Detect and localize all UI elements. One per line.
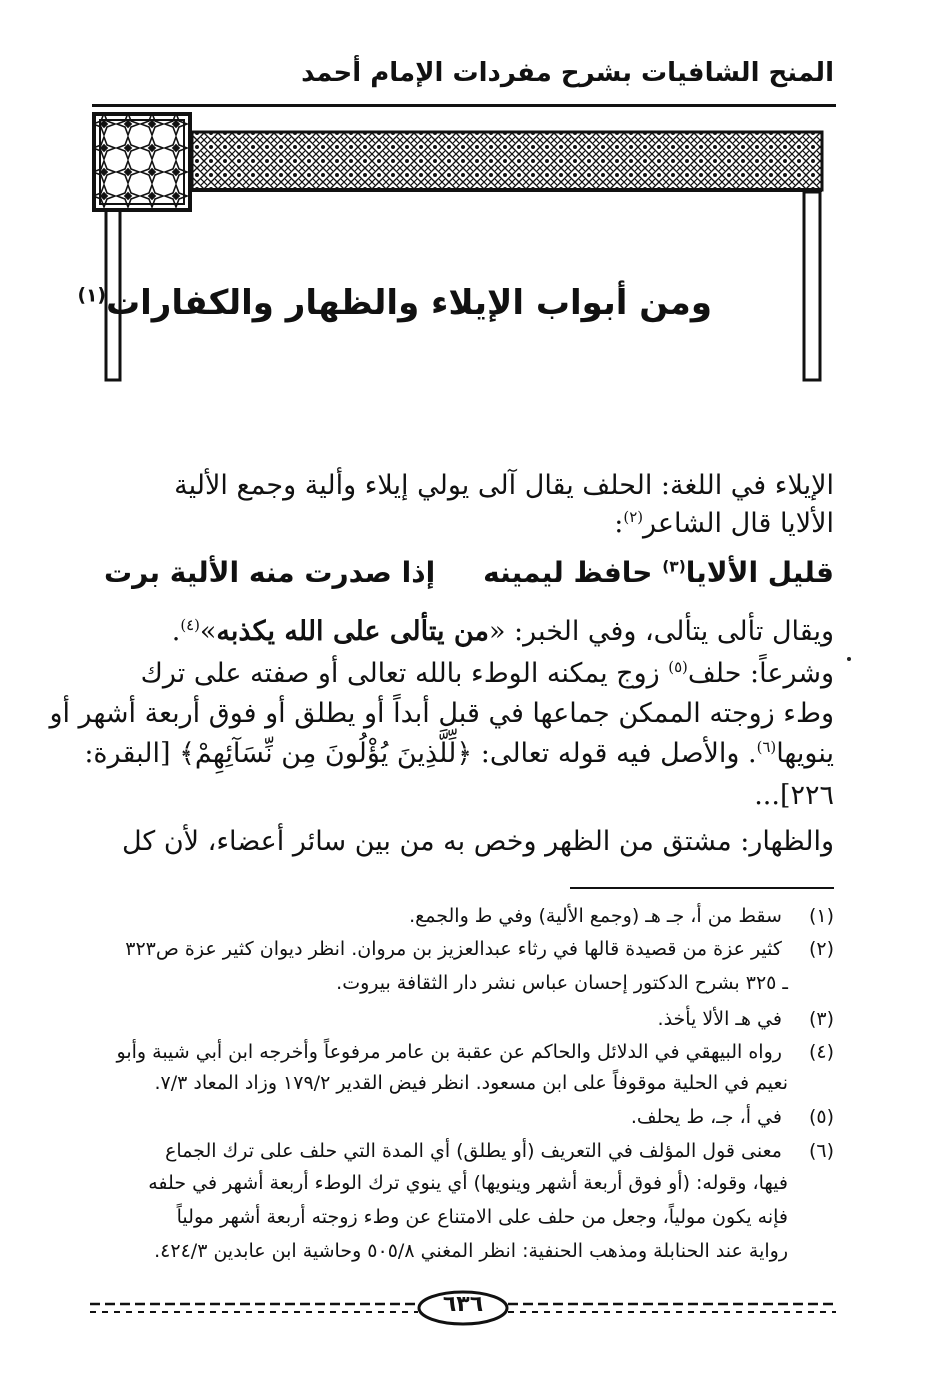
footnote-number: (٤) (808, 1041, 834, 1063)
ornamental-frame (92, 112, 832, 384)
footnote-4: (٤) رواه البيهقي في الدلائل والحاكم عن عقبة بن عامر مرفوعاً وأخرجه ابن أبي شيبة وأبو (116, 1041, 834, 1063)
chapter-title (77, 283, 712, 323)
footnote-ref: (٦) (756, 738, 777, 756)
body-line-8: والظهار: مشتق من الظهر وخص به من بين سائر أعضاء، لأن كل (121, 826, 834, 857)
header-rule (92, 104, 836, 107)
footnote-3: (٣) في هـ الألا يأخذ. (657, 1008, 834, 1030)
footnote-2: (٢) كثير عزة من قصيدة قالها في رثاء عبدالعزيز بن مروان. انظر ديوان كثير عزة ص٣٢٣ (125, 938, 834, 960)
footnote-number: (٦) (808, 1140, 834, 1162)
footnote-5: (٥) في أ، جـ، ط يحلف. (630, 1106, 834, 1128)
body-line-7: ٢٢٦]... (754, 780, 834, 811)
footnote-6-cont1: فيها، وقوله: (أو فوق أربعة أشهر وينويها) أي ينوي ترك الوطء أربعة أشهر في حلفه (148, 1172, 788, 1194)
running-header: المنح الشافيات بشرح مفردات الإمام أحمد (301, 58, 834, 88)
footnote-ref: (٤) (180, 616, 200, 634)
footnote-ref: (٥) (668, 658, 688, 676)
footnote-rule (570, 887, 834, 889)
footnote-4-cont: نعيم في الحلية موقوفاً على ابن مسعود. انظر فيض القدير ١٧٩/٢ وزاد المعاد ٧/٣. (154, 1072, 788, 1094)
footnote-2-cont: ـ ٣٢٥ بشرح الدكتور إحسان عباس نشر دار الثقافة بيروت. (336, 972, 788, 994)
body-line-1: الإيلاء في اللغة: الحلف يقال آلى يولي إيلاء وألية وجمع الألية (174, 470, 834, 501)
footnote-number: (١) (808, 905, 834, 927)
body-line-5: وطء زوجته الممكن جماعها في قبل أبداً أو يطلق أو فوق أربعة أشهر أو (49, 698, 834, 729)
footnote-ref: (١) (77, 285, 106, 307)
page-number: ٦٣٦ (442, 1292, 484, 1317)
footnote-1: (١) سقط من أ، جـ هـ (وجمع الألية) وفي ط والجمع. (409, 905, 834, 927)
poetry-verse (104, 556, 834, 589)
footnote-6-cont3: رواية عند الحنابلة ومذهب الحنفية: انظر المغني ٥٠٥/٨ وحاشية ابن عابدين ٤٢٤/٣. (154, 1240, 788, 1262)
hadith-quote: من يتألى على الله يكذبه (216, 616, 489, 647)
footnote-ref: (٣) (662, 557, 686, 576)
footnote-ref: (٢) (623, 508, 643, 526)
body-line-4: وشرعاً: حلف$^{(٥)}$ زوج يمكنه الوطء بالله تعالى أو صفته على ترك (140, 658, 834, 689)
body-line-6: ينويها$^{(٦)}$. والأصل فيه قوله تعالى: ﴿لِّلَّذِينَ يُؤْلُونَ مِن نِّسَآئِهِمْ﴾ [البقرة: (84, 738, 834, 769)
print-speck (847, 657, 851, 661)
footnote-number: (٥) (808, 1106, 834, 1128)
verse-second-hemistich: إذا صدرت منه الألية برت (103, 556, 436, 589)
body-line-2: الألايا قال الشاعر$^{(٢)}$: (614, 508, 834, 539)
footnote-6: (٦) معنى قول المؤلف في التعريف (أو يطلق) أي المدة التي حلف على ترك الجماع (165, 1140, 834, 1162)
verse-first-hemistich: قليل الألايا$^{(٣)}$ حافظ ليمينه (483, 556, 834, 589)
body-line-3: ويقال تألى يتألى، وفي الخبر: «من يتألى على الله يكذبه»$^{(٤)}$. (171, 616, 834, 647)
footnote-number: (٢) (808, 938, 834, 960)
chapter-title-text: ومن أبواب الإيلاء والظهار والكفارات (105, 283, 712, 323)
footnote-6-cont2: فإنه يكون مولياً، وجعل من حلف على الامتناع عن وطء زوجته أربعة أشهر مولياً (176, 1206, 788, 1228)
footnote-number: (٣) (808, 1008, 834, 1030)
